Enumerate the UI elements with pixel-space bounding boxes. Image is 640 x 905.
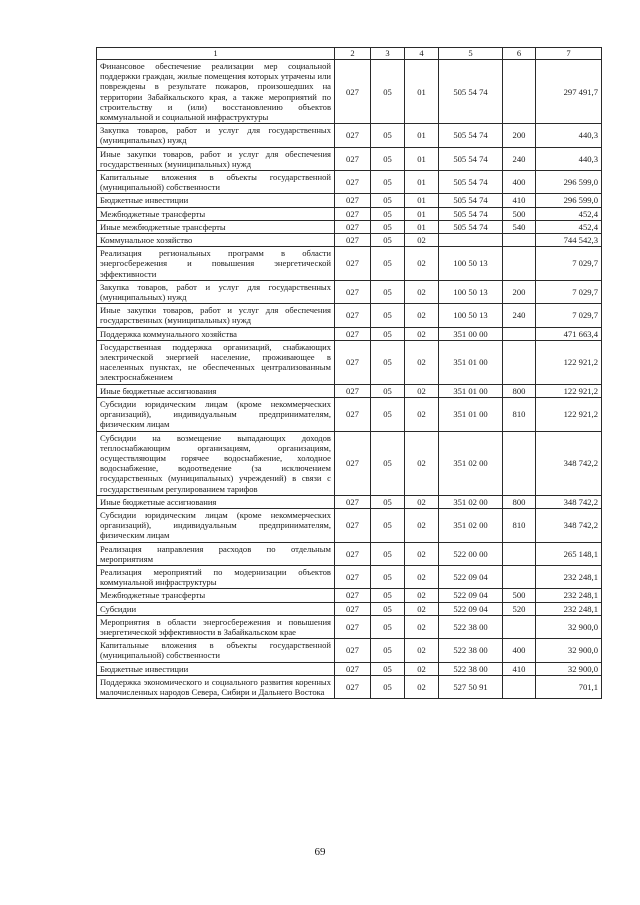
target-article-cell: 527 50 91 [439, 675, 503, 698]
target-article-cell: 351 02 00 [439, 508, 503, 542]
row-name-cell: Иные закупки товаров, работ и услуг для обеспечения государственных (муниципальных) нужд [97, 304, 335, 327]
table-row [97, 639, 602, 662]
table-row [97, 147, 602, 170]
section-code-cell: 05 [371, 602, 405, 615]
expense-type-cell [503, 60, 536, 124]
section-code-cell: 05 [371, 639, 405, 662]
target-article-cell: 505 54 74 [439, 124, 503, 147]
amount-cell: 471 663,4 [536, 327, 602, 340]
row-name-cell: Иные межбюджетные трансферты [97, 220, 335, 233]
admin-code-cell: 027 [335, 639, 371, 662]
row-name-cell: Иные бюджетные ассигнования [97, 384, 335, 397]
table-row [97, 431, 602, 495]
amount-cell: 232 248,1 [536, 602, 602, 615]
amount-cell: 265 148,1 [536, 542, 602, 565]
table-row [97, 662, 602, 675]
section-code-cell: 05 [371, 384, 405, 397]
admin-code-cell: 027 [335, 60, 371, 124]
subsection-code-cell: 02 [405, 431, 439, 495]
expense-type-cell [503, 542, 536, 565]
section-code-cell: 05 [371, 247, 405, 281]
table-row [97, 280, 602, 303]
target-article-cell: 522 38 00 [439, 662, 503, 675]
subsection-code-cell: 01 [405, 194, 439, 207]
row-name-cell: Государственная поддержка организаций, снабжающих электрической энергией население, проживающее в населенных пунктах, не обеспеченных централизованным электроснабжением [97, 340, 335, 384]
target-article-cell: 522 09 04 [439, 602, 503, 615]
amount-cell: 7 029,7 [536, 280, 602, 303]
target-article-cell: 351 01 00 [439, 384, 503, 397]
amount-cell: 32 900,0 [536, 662, 602, 675]
expense-type-cell: 200 [503, 280, 536, 303]
section-code-cell: 05 [371, 662, 405, 675]
target-article-cell: 100 50 13 [439, 247, 503, 281]
page-number: 69 [314, 846, 326, 858]
amount-cell: 7 029,7 [536, 247, 602, 281]
subsection-code-cell: 02 [405, 675, 439, 698]
amount-cell: 440,3 [536, 124, 602, 147]
section-code-cell: 05 [371, 304, 405, 327]
header-cell: 1 [97, 48, 335, 60]
admin-code-cell: 027 [335, 542, 371, 565]
amount-cell: 122 921,2 [536, 384, 602, 397]
subsection-code-cell: 02 [405, 508, 439, 542]
expense-type-cell [503, 340, 536, 384]
table-row [97, 207, 602, 220]
subsection-code-cell: 02 [405, 247, 439, 281]
expense-type-cell: 500 [503, 589, 536, 602]
admin-code-cell: 027 [335, 171, 371, 194]
section-code-cell: 05 [371, 147, 405, 170]
admin-code-cell: 027 [335, 589, 371, 602]
section-code-cell: 05 [371, 675, 405, 698]
admin-code-cell: 027 [335, 247, 371, 281]
admin-code-cell: 027 [335, 508, 371, 542]
expense-type-cell: 400 [503, 639, 536, 662]
admin-code-cell: 027 [335, 194, 371, 207]
row-name-cell: Реализация мероприятий по модернизации объектов коммунальной инфраструктуры [97, 565, 335, 588]
target-article-cell: 505 54 74 [439, 220, 503, 233]
admin-code-cell: 027 [335, 662, 371, 675]
subsection-code-cell: 01 [405, 220, 439, 233]
row-name-cell: Коммунальное хозяйство [97, 234, 335, 247]
table-row [97, 565, 602, 588]
section-code-cell: 05 [371, 207, 405, 220]
admin-code-cell: 027 [335, 565, 371, 588]
admin-code-cell: 027 [335, 220, 371, 233]
expense-type-cell [503, 675, 536, 698]
table-row [97, 304, 602, 327]
table-row [97, 542, 602, 565]
section-code-cell: 05 [371, 495, 405, 508]
admin-code-cell: 027 [335, 147, 371, 170]
admin-code-cell: 027 [335, 675, 371, 698]
subsection-code-cell: 02 [405, 304, 439, 327]
target-article-cell: 505 54 74 [439, 194, 503, 207]
section-code-cell: 05 [371, 124, 405, 147]
admin-code-cell: 027 [335, 327, 371, 340]
row-name-cell: Бюджетные инвестиции [97, 662, 335, 675]
table-row [97, 508, 602, 542]
expense-type-cell [503, 615, 536, 638]
table-row [97, 384, 602, 397]
header-cell: 7 [536, 48, 602, 60]
amount-cell: 348 742,2 [536, 495, 602, 508]
table-row [97, 327, 602, 340]
target-article-cell: 351 02 00 [439, 431, 503, 495]
subsection-code-cell: 02 [405, 602, 439, 615]
row-name-cell: Капитальные вложения в объекты государственной (муниципальной) собственности [97, 639, 335, 662]
admin-code-cell: 027 [335, 615, 371, 638]
table-row [97, 495, 602, 508]
row-name-cell: Иные бюджетные ассигнования [97, 495, 335, 508]
amount-cell: 32 900,0 [536, 615, 602, 638]
amount-cell: 744 542,3 [536, 234, 602, 247]
amount-cell: 452,4 [536, 220, 602, 233]
target-article-cell: 505 54 74 [439, 171, 503, 194]
table-row [97, 602, 602, 615]
expense-type-cell: 800 [503, 384, 536, 397]
section-code-cell: 05 [371, 508, 405, 542]
section-code-cell: 05 [371, 589, 405, 602]
expense-type-cell: 410 [503, 194, 536, 207]
target-article-cell [439, 234, 503, 247]
row-name-cell: Реализация региональных программ в области энергосбережения и повышения энергетической эффективности [97, 247, 335, 281]
row-name-cell: Межбюджетные трансферты [97, 589, 335, 602]
amount-cell: 122 921,2 [536, 340, 602, 384]
expense-type-cell: 240 [503, 147, 536, 170]
target-article-cell: 351 00 00 [439, 327, 503, 340]
amount-cell: 701,1 [536, 675, 602, 698]
row-name-cell: Иные закупки товаров, работ и услуг для обеспечения государственных (муниципальных) нужд [97, 147, 335, 170]
section-code-cell: 05 [371, 340, 405, 384]
target-article-cell: 522 38 00 [439, 639, 503, 662]
amount-cell: 348 742,2 [536, 508, 602, 542]
section-code-cell: 05 [371, 171, 405, 194]
table-row [97, 675, 602, 698]
expense-type-cell: 800 [503, 495, 536, 508]
section-code-cell: 05 [371, 397, 405, 431]
subsection-code-cell: 01 [405, 171, 439, 194]
subsection-code-cell: 02 [405, 280, 439, 303]
section-code-cell: 05 [371, 234, 405, 247]
target-article-cell: 351 01 00 [439, 397, 503, 431]
table-row [97, 194, 602, 207]
amount-cell: 440,3 [536, 147, 602, 170]
subsection-code-cell: 02 [405, 662, 439, 675]
expense-type-cell: 240 [503, 304, 536, 327]
subsection-code-cell: 02 [405, 340, 439, 384]
admin-code-cell: 027 [335, 397, 371, 431]
expense-type-cell: 810 [503, 397, 536, 431]
subsection-code-cell: 01 [405, 147, 439, 170]
amount-cell: 348 742,2 [536, 431, 602, 495]
table-row [97, 124, 602, 147]
subsection-code-cell: 02 [405, 384, 439, 397]
expense-type-cell [503, 247, 536, 281]
amount-cell: 296 599,0 [536, 171, 602, 194]
expense-type-cell: 520 [503, 602, 536, 615]
table-row [97, 171, 602, 194]
amount-cell: 122 921,2 [536, 397, 602, 431]
section-code-cell: 05 [371, 327, 405, 340]
admin-code-cell: 027 [335, 384, 371, 397]
admin-code-cell: 027 [335, 495, 371, 508]
admin-code-cell: 027 [335, 431, 371, 495]
section-code-cell: 05 [371, 431, 405, 495]
admin-code-cell: 027 [335, 207, 371, 220]
subsection-code-cell: 02 [405, 565, 439, 588]
row-name-cell: Закупка товаров, работ и услуг для государственных (муниципальных) нужд [97, 124, 335, 147]
target-article-cell: 100 50 13 [439, 304, 503, 327]
expense-type-cell: 540 [503, 220, 536, 233]
amount-cell: 7 029,7 [536, 304, 602, 327]
subsection-code-cell: 01 [405, 207, 439, 220]
amount-cell: 296 599,0 [536, 194, 602, 207]
header-cell: 6 [503, 48, 536, 60]
row-name-cell: Капитальные вложения в объекты государственной (муниципальной) собственности [97, 171, 335, 194]
expense-type-cell [503, 565, 536, 588]
admin-code-cell: 027 [335, 234, 371, 247]
target-article-cell: 351 02 00 [439, 495, 503, 508]
section-code-cell: 05 [371, 280, 405, 303]
amount-cell: 232 248,1 [536, 589, 602, 602]
admin-code-cell: 027 [335, 280, 371, 303]
row-name-cell: Закупка товаров, работ и услуг для государственных (муниципальных) нужд [97, 280, 335, 303]
table-row [97, 589, 602, 602]
table-header-row [97, 48, 602, 60]
subsection-code-cell: 01 [405, 60, 439, 124]
amount-cell: 297 491,7 [536, 60, 602, 124]
table-row [97, 60, 602, 124]
row-name-cell: Мероприятия в области энергосбережения и повышения энергетической эффективности в Забайкальском крае [97, 615, 335, 638]
expense-type-cell [503, 234, 536, 247]
row-name-cell: Поддержка коммунального хозяйства [97, 327, 335, 340]
target-article-cell: 351 01 00 [439, 340, 503, 384]
section-code-cell: 05 [371, 615, 405, 638]
section-code-cell: 05 [371, 220, 405, 233]
row-name-cell: Субсидии юридическим лицам (кроме некоммерческих организаций), индивидуальным предпринимателям, физическим лицам [97, 508, 335, 542]
expense-type-cell: 500 [503, 207, 536, 220]
row-name-cell: Реализация направления расходов по отдельным мероприятиям [97, 542, 335, 565]
section-code-cell: 05 [371, 194, 405, 207]
row-name-cell: Поддержка экономического и социального развития коренных малочисленных народов Севера, Сибири и Дальнего Востока [97, 675, 335, 698]
subsection-code-cell: 02 [405, 397, 439, 431]
row-name-cell: Субсидии на возмещение выпадающих доходов теплоснабжающим организациям, организациям, осуществляющим горячее водоснабжение, холодное водоснабжение, водоотведение (за исключением государственных (муниципальных) учреждений) в связи с государственным регулированием тарифов [97, 431, 335, 495]
row-name-cell: Межбюджетные трансферты [97, 207, 335, 220]
row-name-cell: Субсидии юридическим лицам (кроме некоммерческих организаций), индивидуальным предпринимателям, физическим лицам [97, 397, 335, 431]
budget-table [96, 47, 602, 699]
table-row [97, 234, 602, 247]
expense-type-cell [503, 327, 536, 340]
subsection-code-cell: 02 [405, 495, 439, 508]
target-article-cell: 505 54 74 [439, 147, 503, 170]
section-code-cell: 05 [371, 565, 405, 588]
table-row [97, 340, 602, 384]
table-row [97, 397, 602, 431]
table-row [97, 247, 602, 281]
amount-cell: 32 900,0 [536, 639, 602, 662]
admin-code-cell: 027 [335, 602, 371, 615]
admin-code-cell: 027 [335, 340, 371, 384]
target-article-cell: 505 54 74 [439, 207, 503, 220]
target-article-cell: 522 09 04 [439, 565, 503, 588]
header-cell: 5 [439, 48, 503, 60]
amount-cell: 452,4 [536, 207, 602, 220]
expense-type-cell: 810 [503, 508, 536, 542]
header-cell: 3 [371, 48, 405, 60]
header-cell: 4 [405, 48, 439, 60]
table-row [97, 615, 602, 638]
table-row [97, 220, 602, 233]
subsection-code-cell: 01 [405, 124, 439, 147]
section-code-cell: 05 [371, 542, 405, 565]
target-article-cell: 522 00 00 [439, 542, 503, 565]
section-code-cell: 05 [371, 60, 405, 124]
subsection-code-cell: 02 [405, 589, 439, 602]
subsection-code-cell: 02 [405, 327, 439, 340]
expense-type-cell: 200 [503, 124, 536, 147]
target-article-cell: 522 38 00 [439, 615, 503, 638]
admin-code-cell: 027 [335, 124, 371, 147]
row-name-cell: Финансовое обеспечение реализации мер социальной поддержки граждан, жилые помещения которых утрачены или повреждены в результате пожаров, произошедших на территории Забайкальского края, а также мероприятий по строительству и (или) восстановлению объектов коммунальной и социальной инфраструктуры [97, 60, 335, 124]
subsection-code-cell: 02 [405, 615, 439, 638]
expense-type-cell: 400 [503, 171, 536, 194]
expense-type-cell [503, 431, 536, 495]
amount-cell: 232 248,1 [536, 565, 602, 588]
row-name-cell: Бюджетные инвестиции [97, 194, 335, 207]
expense-type-cell: 410 [503, 662, 536, 675]
row-name-cell: Субсидии [97, 602, 335, 615]
target-article-cell: 100 50 13 [439, 280, 503, 303]
target-article-cell: 505 54 74 [439, 60, 503, 124]
header-cell: 2 [335, 48, 371, 60]
subsection-code-cell: 02 [405, 542, 439, 565]
subsection-code-cell: 02 [405, 234, 439, 247]
subsection-code-cell: 02 [405, 639, 439, 662]
admin-code-cell: 027 [335, 304, 371, 327]
target-article-cell: 522 09 04 [439, 589, 503, 602]
